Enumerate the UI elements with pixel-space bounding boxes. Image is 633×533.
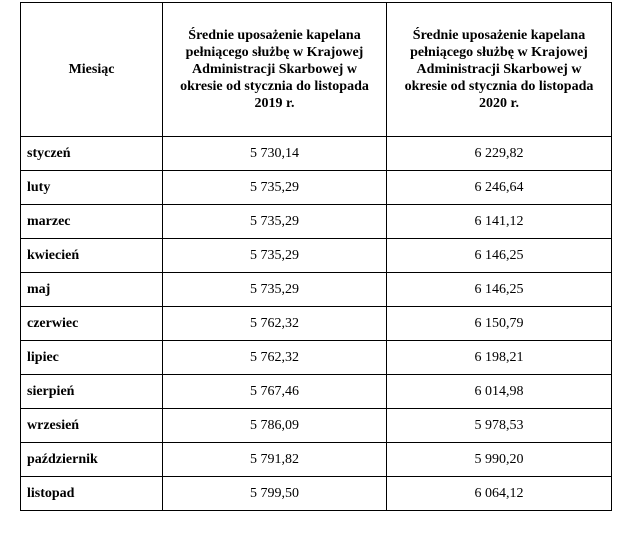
- month-cell: lipiec: [21, 341, 163, 375]
- month-cell: luty: [21, 171, 163, 205]
- month-cell: wrzesień: [21, 409, 163, 443]
- table-row: [21, 409, 612, 443]
- table-row: [21, 273, 612, 307]
- value-2019-cell: 5 730,14: [163, 137, 387, 171]
- value-2020-cell: 6 150,79: [387, 307, 612, 341]
- table-row: [21, 205, 612, 239]
- salary-table: [20, 2, 612, 511]
- header-2020-label: Średnie uposażenie kapelana pełniącego służbę w Krajowej Administracji Skarbowej w okresie od stycznia do listopada 2020 r.: [404, 28, 594, 111]
- value-2020-cell: 6 246,64: [387, 171, 612, 205]
- table-row: [21, 341, 612, 375]
- table-body: [21, 137, 612, 511]
- header-2019: [163, 3, 387, 137]
- value-2019-cell: 5 735,29: [163, 273, 387, 307]
- value-2020-cell: 5 978,53: [387, 409, 612, 443]
- table-row: [21, 307, 612, 341]
- value-2019-cell: 5 767,46: [163, 375, 387, 409]
- value-2020-cell: 6 146,25: [387, 239, 612, 273]
- header-month: [21, 3, 163, 137]
- month-cell: październik: [21, 443, 163, 477]
- value-2020-cell: 6 146,25: [387, 273, 612, 307]
- value-2019-cell: 5 791,82: [163, 443, 387, 477]
- header-row: [21, 3, 612, 137]
- value-2019-cell: 5 762,32: [163, 307, 387, 341]
- value-2019-cell: 5 762,32: [163, 341, 387, 375]
- value-2019-cell: 5 735,29: [163, 239, 387, 273]
- table-row: [21, 137, 612, 171]
- header-2019-label: Średnie uposażenie kapelana pełniącego służbę w Krajowej Administracji Skarbowej w okresie od stycznia do listopada 2019 r.: [180, 28, 369, 111]
- table-row: [21, 443, 612, 477]
- month-cell: czerwiec: [21, 307, 163, 341]
- value-2020-cell: 6 141,12: [387, 205, 612, 239]
- table-row: [21, 477, 612, 511]
- table-header: [21, 3, 612, 137]
- value-2020-cell: 6 229,82: [387, 137, 612, 171]
- table-row: [21, 171, 612, 205]
- month-cell: kwiecień: [21, 239, 163, 273]
- month-cell: styczeń: [21, 137, 163, 171]
- value-2020-cell: 6 198,21: [387, 341, 612, 375]
- month-cell: maj: [21, 273, 163, 307]
- value-2019-cell: 5 786,09: [163, 409, 387, 443]
- month-cell: sierpień: [21, 375, 163, 409]
- table-row: [21, 375, 612, 409]
- value-2020-cell: 6 014,98: [387, 375, 612, 409]
- value-2020-cell: 5 990,20: [387, 443, 612, 477]
- header-month-label: Miesiąc: [68, 62, 115, 77]
- header-2020: [387, 3, 612, 137]
- value-2019-cell: 5 735,29: [163, 171, 387, 205]
- value-2019-cell: 5 799,50: [163, 477, 387, 511]
- table-row: [21, 239, 612, 273]
- value-2019-cell: 5 735,29: [163, 205, 387, 239]
- value-2020-cell: 6 064,12: [387, 477, 612, 511]
- month-cell: listopad: [21, 477, 163, 511]
- month-cell: marzec: [21, 205, 163, 239]
